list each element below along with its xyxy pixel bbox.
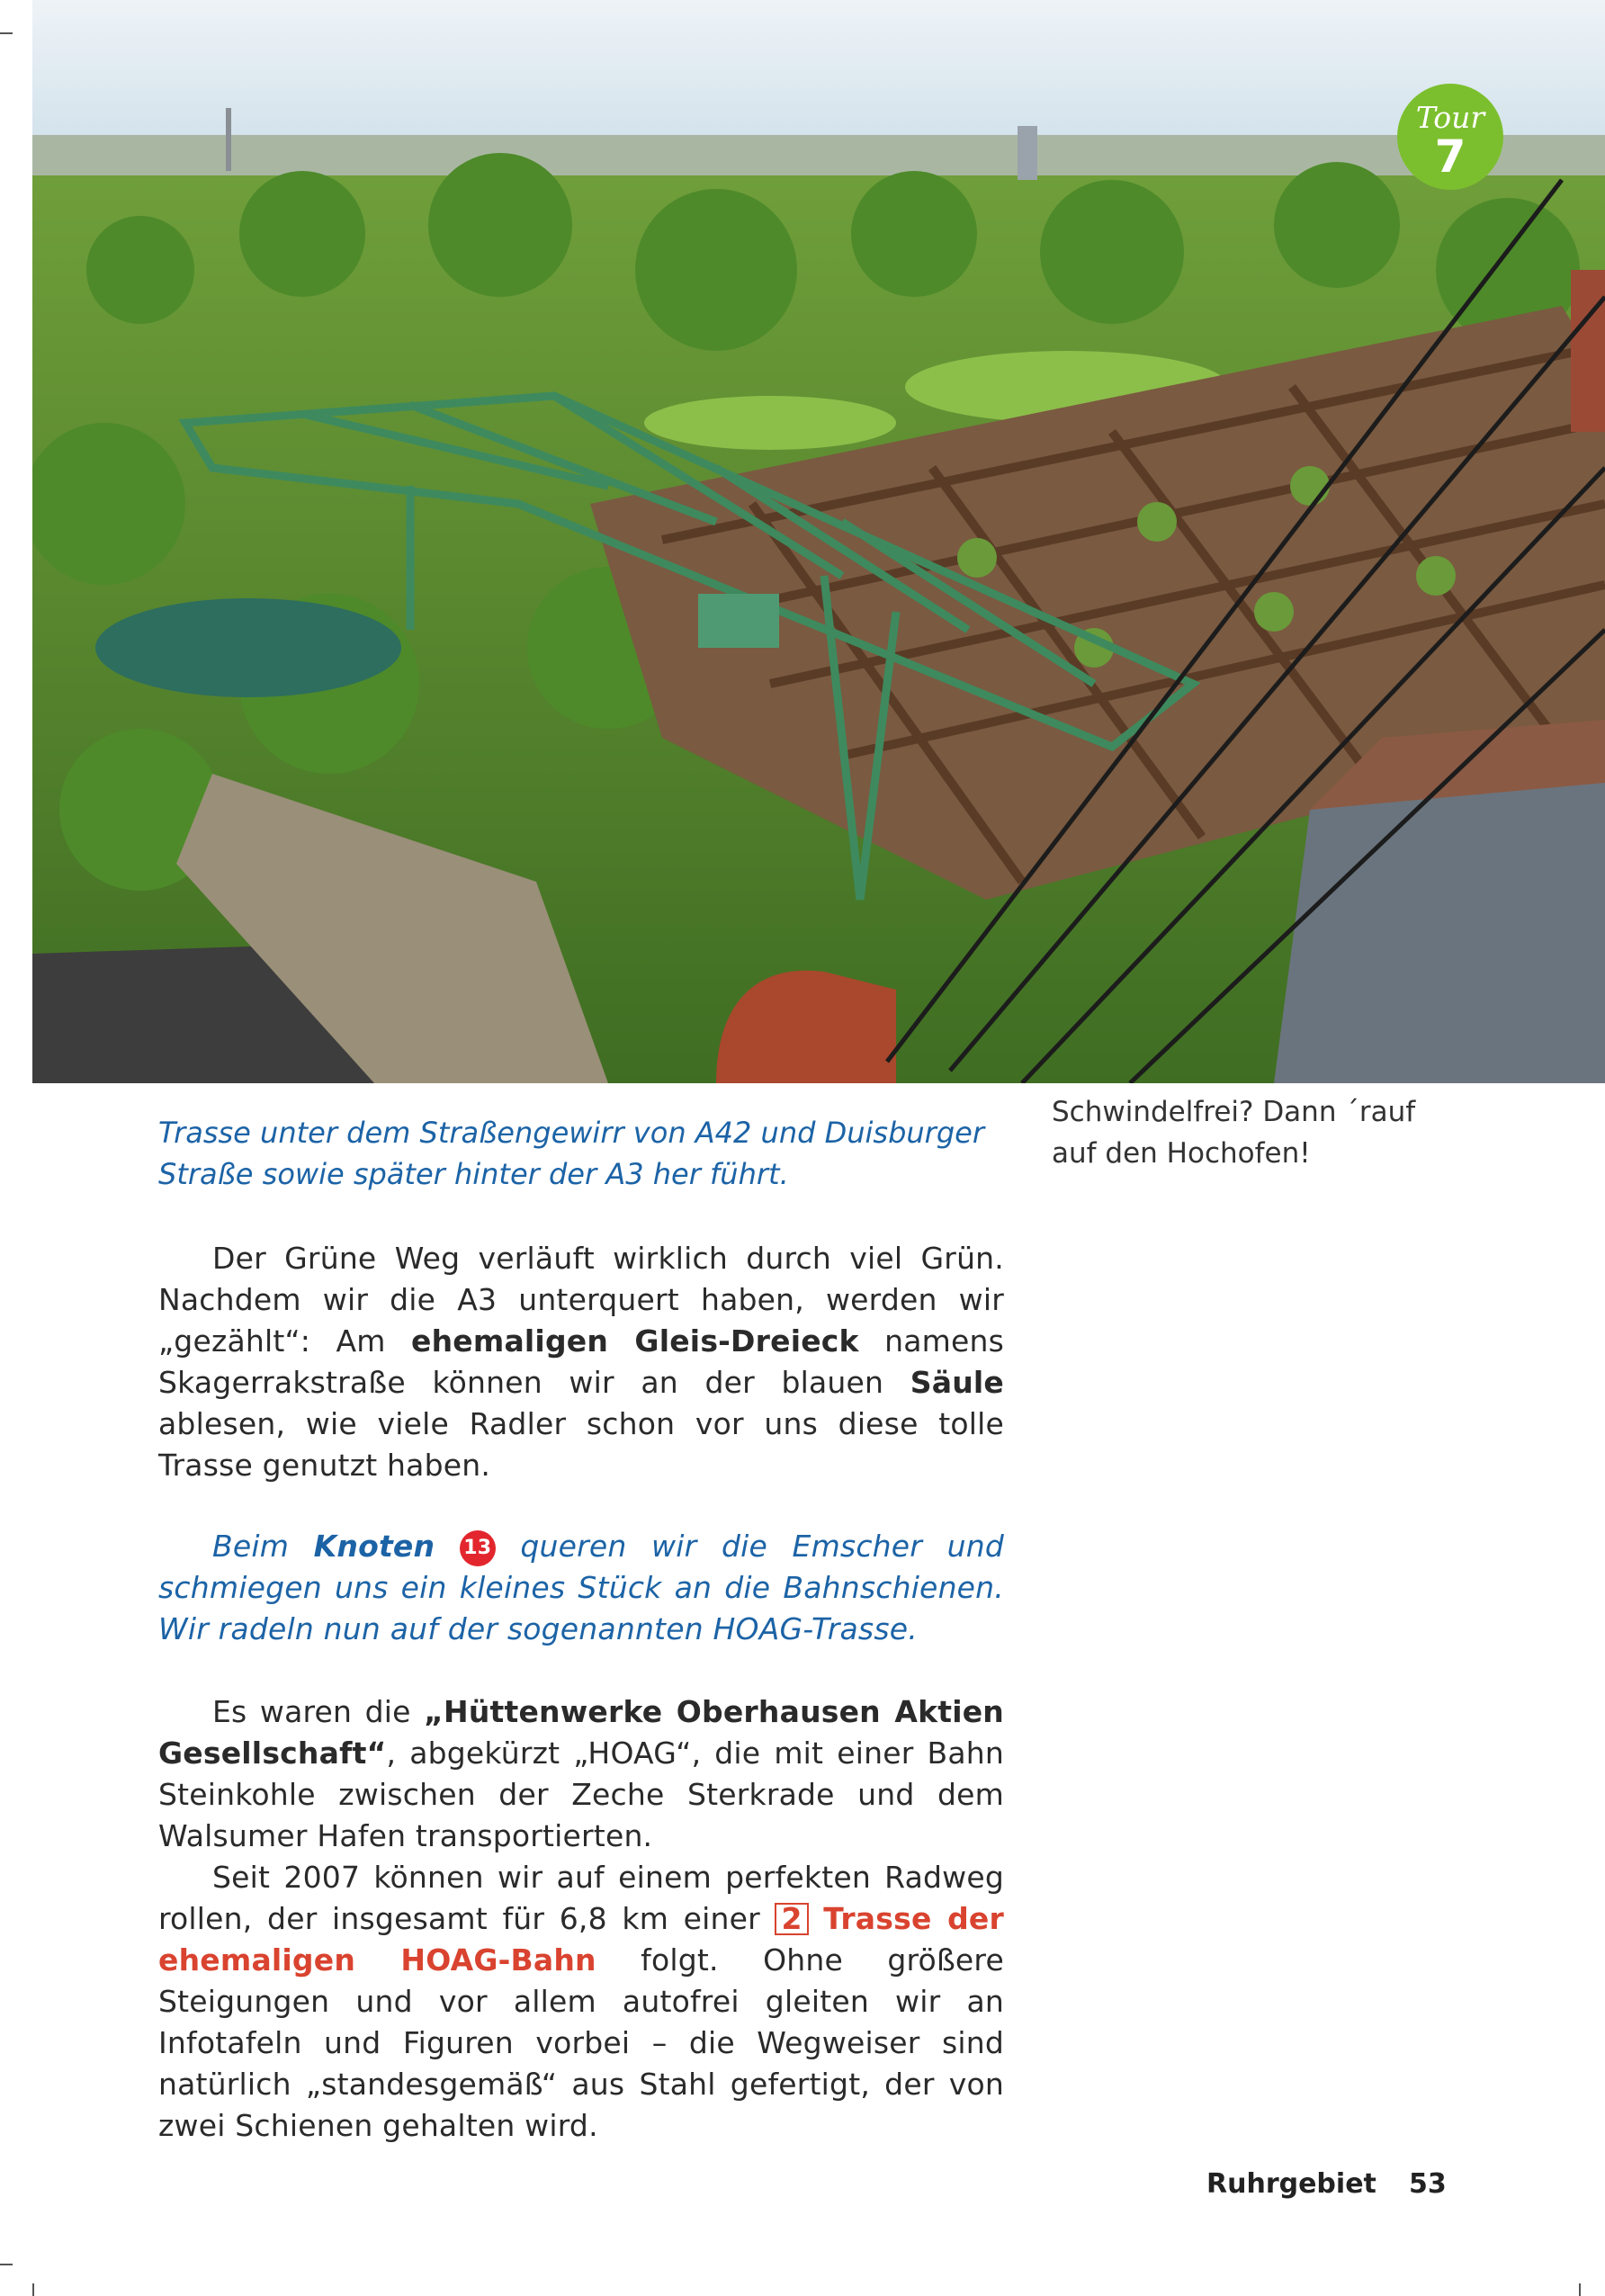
photo-caption: Schwindelfrei? Dann ´rauf auf den Hochofen! [1052, 1096, 1416, 1170]
paragraph-knoten: Beim Knoten 13 queren wir die Emscher und schmiegen uns ein kleines Stück an die Bahnschienen. Wir radeln nun auf der sogenannten HOAG-Trasse. [158, 1529, 1004, 1646]
highlight-hoag-trasse: Trasse der ehemaligen HOAG-Bahn [158, 1901, 1004, 1978]
highlight-gleis-dreieck: ehemaligen Gleis-Dreieck [411, 1323, 859, 1359]
highlight-saeule: Säule [910, 1365, 1004, 1400]
tour-number: 7 [1434, 130, 1466, 183]
crop-mark [32, 2283, 34, 2296]
junction-number-icon: 13 [460, 1530, 496, 1566]
paragraph-green-way: Der Grüne Weg verläuft wirklich durch viel Grün. Nachdem wir die A3 unterquert haben, werden wir „gezählt“: Am ehemaligen Gleis-Dreieck namens Skagerrakstraße können wir an der blauen Säule ablesen, wie viele Radler schon vor uns diese tolle Trasse genutzt haben. [158, 1241, 1004, 1483]
paragraph-radweg: Seit 2007 können wir auf einem perfekten Radweg rollen, der insgesamt für 6,8 km einer 2 Trasse der ehemaligen HOAG-Bahn folgt. Ohne größere Steigungen und vor allem autofrei gleiten wir an Infotafeln und Figuren vorbei – die Wegweiser sind natürlich „standesgemäß“ aus Stahl gefertigt, der von zwei Schienen gehalten wird. [158, 1860, 1004, 2143]
poi-number-box: 2 [775, 1903, 808, 1935]
tour-badge [1397, 84, 1503, 190]
landscape-photo [32, 0, 1605, 1083]
page-number: 53 [1409, 2168, 1447, 2200]
section-label: Ruhrgebiet [1206, 2168, 1376, 2200]
route-caption: Trasse unter dem Straßengewirr von A42 und Duisburger Straße sowie später hinter der A3 her führt. [158, 1116, 984, 1191]
crop-mark [0, 32, 13, 34]
highlight-knoten: Knoten [313, 1529, 435, 1564]
paragraph-hoag: Es waren die „Hüttenwerke Oberhausen Aktien Gesellschaft“, abgekürzt „HOAG“, die mit einer Bahn Steinkohle zwischen der Zeche Sterkrade und dem Walsumer Hafen transportierten. [158, 1694, 1004, 1853]
tour-label: Tour [1415, 100, 1485, 135]
crop-mark [1579, 2283, 1581, 2296]
crop-mark [0, 2264, 13, 2265]
highlight-huettenwerke: „Hüttenwerke Oberhausen Aktien Gesellschaft“ [158, 1694, 1004, 1771]
